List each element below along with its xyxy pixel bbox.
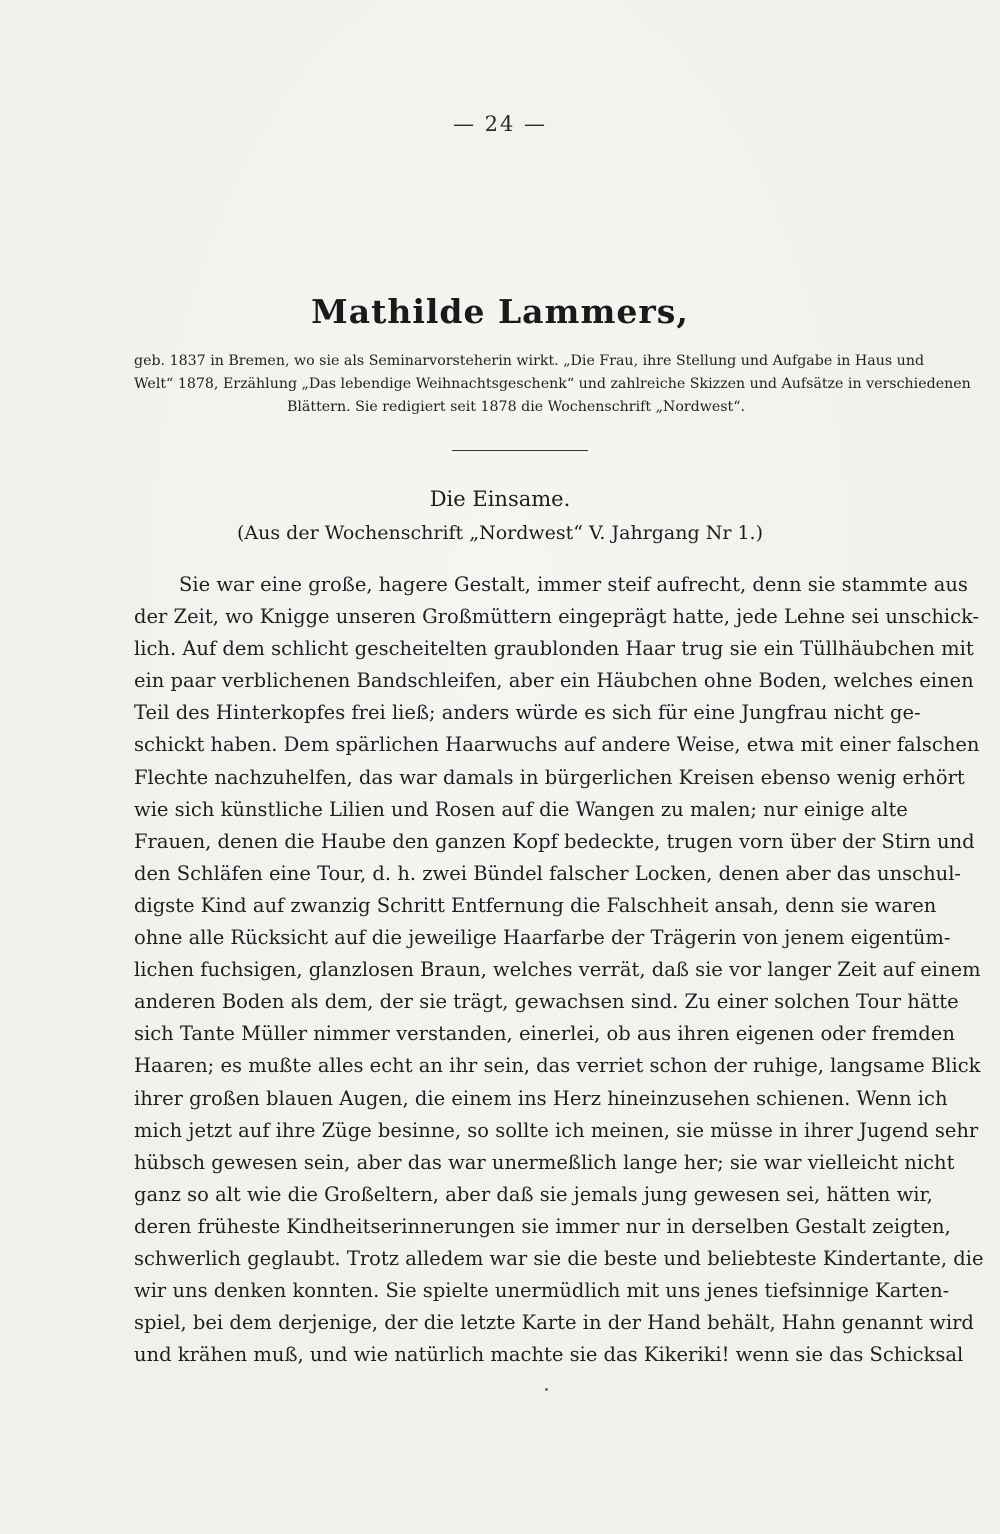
page-number: — 24 — (452, 112, 548, 136)
bio-line: Welt“ 1878, Erzählung „Das lebendige Weihnachtsgeschenk“ und zahlreiche Skizzen und Aufsätze in verschiedenen (134, 376, 971, 392)
text-line: hübsch gewesen sein, aber das war unermeßlich lange her; sie war vielleicht nicht (134, 1150, 955, 1174)
paper-speck (545, 1388, 548, 1391)
section-divider (452, 450, 588, 451)
bio-line: geb. 1837 in Bremen, wo sie als Seminarvorsteherin wirkt. „Die Frau, ihre Stellung und Aufgabe in Haus und (134, 353, 925, 369)
story-body (134, 569, 984, 1371)
story-source: (Aus der Wochenschrift „Nordwest“ V. Jahrgang Nr 1.) (237, 522, 763, 544)
text-line: der Zeit, wo Knigge unseren Großmüttern eingeprägt hatte, jede Lehne sei unschick- (134, 605, 980, 629)
text-line: Flechte nachzuhelfen, das war damals in bürgerlichen Kreisen ebenso wenig erhört (134, 765, 965, 789)
text-line: Frauen, denen die Haube den ganzen Kopf bedeckte, trugen vorn über der Stirn und (134, 829, 975, 853)
text-line: den Schläfen eine Tour, d. h. zwei Bündel falscher Locken, denen aber das unschul- (134, 861, 962, 885)
text-line: schickt haben. Dem spärlichen Haarwuchs auf andere Weise, etwa mit einer falschen (134, 733, 980, 757)
text-line: digste Kind auf zwanzig Schritt Entfernung die Falschheit ansah, denn sie waren (134, 893, 937, 917)
text-line: lichen fuchsigen, glanzlosen Braun, welches verrät, daß sie vor langer Zeit auf einem (134, 958, 981, 982)
text-line: ihrer großen blauen Augen, die einem ins Herz hineinzusehen schienen. Wenn ich (134, 1086, 948, 1110)
story-title: Die Einsame. (429, 487, 571, 511)
text-line: sich Tante Müller nimmer verstanden, einerlei, ob aus ihren eigenen oder fremden (134, 1022, 955, 1046)
text-line: und krähen muß, und wie natürlich machte sie das Kikeriki! wenn sie das Schicksal (134, 1343, 964, 1367)
text-line: wir uns denken konnten. Sie spielte unermüdlich mit uns jenes tiefsinnige Karten- (134, 1279, 950, 1303)
author-heading: Mathilde Lammers, (311, 292, 689, 331)
text-line: ein paar verblichenen Bandschleifen, aber ein Häubchen ohne Boden, welches einen (134, 669, 974, 693)
text-line: wie sich künstliche Lilien und Rosen auf die Wangen zu malen; nur einige alte (134, 797, 908, 821)
text-line: Haaren; es mußte alles echt an ihr sein, das verriet schon der ruhige, langsame Blick (134, 1054, 981, 1078)
author-biography (134, 350, 971, 419)
text-line: Sie war eine große, hagere Gestalt, immer steif aufrecht, denn sie stammte aus (179, 573, 968, 596)
text-line: schwerlich geglaubt. Trotz alledem war sie die beste und beliebteste Kindertante, die (134, 1246, 984, 1270)
bio-line: Blättern. Sie redigiert seit 1878 die Wochenschrift „Nordwest“. (286, 399, 746, 415)
text-line: ganz so alt wie die Großeltern, aber daß sie jemals jung gewesen sei, hätten wir, (134, 1182, 933, 1206)
text-line: Teil des Hinterkopfes frei ließ; anders würde es sich für eine Jungfrau nicht ge- (134, 701, 921, 725)
text-line: deren früheste Kindheitserinnerungen sie immer nur in derselben Gestalt zeigten, (134, 1214, 951, 1238)
text-line: mich jetzt auf ihre Züge besinne, so sollte ich meinen, sie müsse in ihrer Jugend sehr (134, 1118, 979, 1142)
text-line: lich. Auf dem schlicht gescheitelten graublonden Haar trug sie ein Tüllhäubchen mit (134, 637, 974, 661)
text-line: spiel, bei dem derjenige, der die letzte Karte in der Hand behält, Hahn genannt wird (134, 1311, 974, 1335)
text-line: ohne alle Rücksicht auf die jeweilige Haarfarbe der Trägerin von jenem eigentüm- (134, 926, 951, 950)
text-line: anderen Boden als dem, der sie trägt, gewachsen sind. Zu einer solchen Tour hätte (134, 990, 959, 1014)
